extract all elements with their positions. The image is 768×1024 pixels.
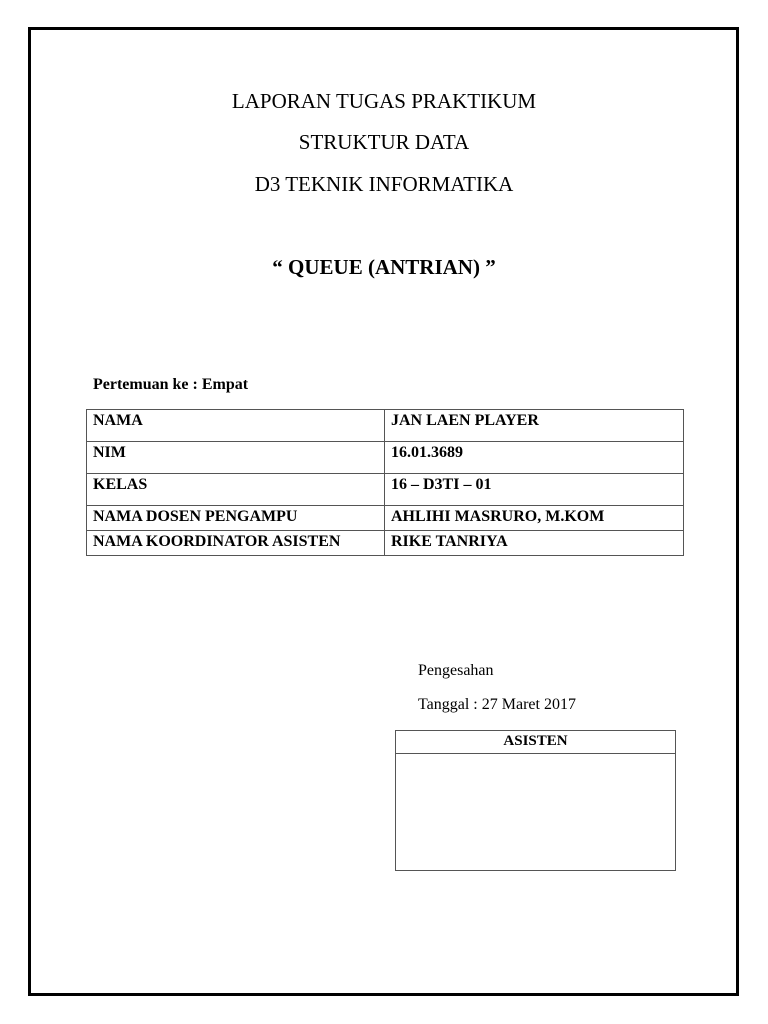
table-row	[87, 506, 684, 531]
table-row	[87, 410, 684, 442]
row-value-kelas: 16 – D3TI – 01	[385, 474, 684, 506]
report-title-line-1: LAPORAN TUGAS PRAKTIKUM	[231, 89, 537, 113]
report-title-line-3: D3 TEKNIK INFORMATIKA	[254, 172, 514, 196]
row-value-nim: 16.01.3689	[385, 442, 684, 474]
signature-box-header: ASISTEN	[396, 731, 675, 754]
report-title-line-2: STRUKTUR DATA	[298, 130, 470, 154]
row-label-nim: NIM	[87, 442, 385, 474]
assistant-signature-box	[395, 730, 676, 871]
student-info-table	[86, 409, 684, 556]
table-row	[87, 531, 684, 556]
row-value-koordinator: RIKE TANRIYA	[385, 531, 684, 556]
row-label-dosen: NAMA DOSEN PENGAMPU	[87, 506, 385, 531]
row-label-nama: NAMA	[87, 410, 385, 442]
row-value-nama: JAN LAEN PLAYER	[385, 410, 684, 442]
report-topic: “ QUEUE (ANTRIAN) ”	[272, 255, 496, 279]
meeting-number: Pertemuan ke : Empat	[93, 376, 249, 393]
row-label-koordinator: NAMA KOORDINATOR ASISTEN	[87, 531, 385, 556]
row-value-dosen: AHLIHI MASRURO, M.KOM	[385, 506, 684, 531]
row-label-kelas: KELAS	[87, 474, 385, 506]
table-row	[87, 442, 684, 474]
approval-date: Tanggal : 27 Maret 2017	[418, 696, 576, 713]
approval-title: Pengesahan	[418, 662, 494, 679]
table-row	[87, 474, 684, 506]
